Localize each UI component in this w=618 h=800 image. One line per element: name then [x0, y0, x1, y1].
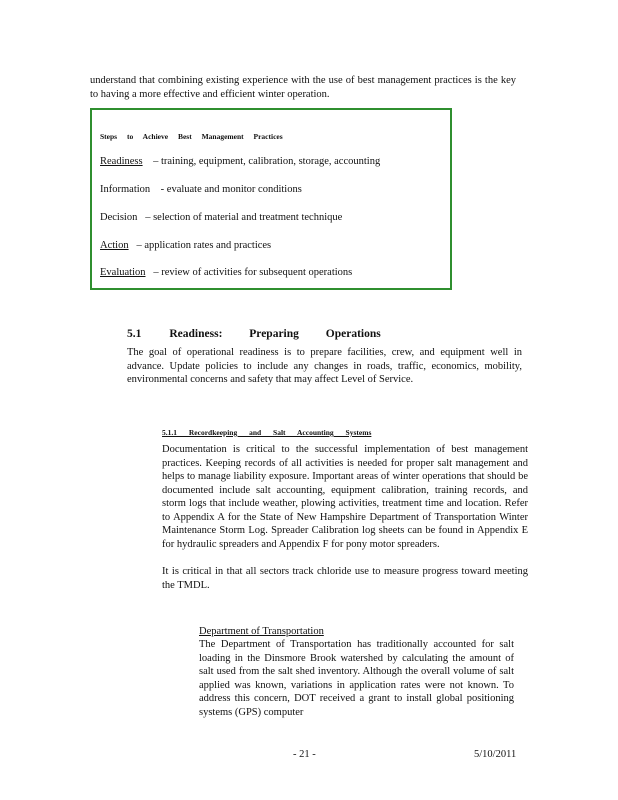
step-term: Action [100, 240, 129, 251]
step-evaluation [100, 267, 352, 278]
steps-box-title: Steps to Achieve Best Management Practices [100, 132, 283, 141]
section-5-1-body [127, 346, 522, 387]
footer-date: 5/10/2011 [474, 749, 517, 760]
intro-text: understand that combining existing experience with the use of best management practices is the key to having a more effective and efficient winter operation. [90, 75, 516, 100]
step-desc: – review of activities for subsequent operations [153, 267, 353, 278]
page-number: - 21 - [293, 749, 316, 760]
section-number: 5.1 [127, 328, 142, 340]
intro-paragraph [90, 74, 516, 101]
section-5-1-1-para2: It is critical in that all sectors track chloride use to measure progress toward meeting the TMDL. [162, 566, 528, 591]
step-desc: - evaluate and monitor conditions [160, 184, 302, 195]
section-5-1-1-body [162, 443, 528, 592]
section-5-1-heading [127, 328, 381, 340]
section-title: Readiness: Preparing Operations [169, 328, 381, 340]
step-desc: – training, equipment, calibration, storage, accounting [153, 156, 381, 167]
dot-heading: Department of Transportation [199, 626, 324, 637]
step-term: Readiness [100, 156, 143, 167]
step-desc: – selection of material and treatment technique [145, 212, 343, 223]
section-5-1-1-heading: 5.1.1 Recordkeeping and Salt Accounting Systems [162, 428, 372, 437]
dot-body [199, 638, 514, 719]
step-term: Information [100, 184, 151, 195]
dot-text: The Department of Transportation has traditionally accounted for salt loading in the Dinsmore Brook watershed by calculating the amount of salt used from the salt shed inventory. Although the overall volume of salt applied was known, variations in application rates were not known. To address this concern, DOT received a grant to install global positioning systems (GPS) computer [199, 639, 514, 718]
step-desc: – application rates and practices [136, 240, 272, 251]
step-action [100, 240, 271, 251]
section-5-1-text: The goal of operational readiness is to prepare facilities, crew, and equipment well in advance. Update policies to include any changes in roads, traffic, economics, mobility, environmental concerns and safety that may affect Level of Service. [127, 347, 522, 385]
section-5-1-1-para1: Documentation is critical to the successful implementation of best management practices. Keeping records of all activities is needed for proper salt management and helps to manage liability exposure. Important areas of winter operations that should be documented include salt accounting, equipment calibration, training records, and storm logs that include weather, plowing activities, treatment time and location. Refer to Appendix A for the State of New Hampshire Department of Transportation Winter Maintenance Storm Log. Spreader Calibration log sheets can be found in Appendix E for hydraulic spreaders and Appendix F for pony motor spreaders. [162, 444, 528, 550]
step-term: Decision [100, 212, 138, 223]
step-information [100, 184, 302, 195]
step-readiness [100, 156, 380, 167]
step-term: Evaluation [100, 267, 146, 278]
step-decision [100, 212, 342, 223]
steps-box [90, 108, 452, 290]
